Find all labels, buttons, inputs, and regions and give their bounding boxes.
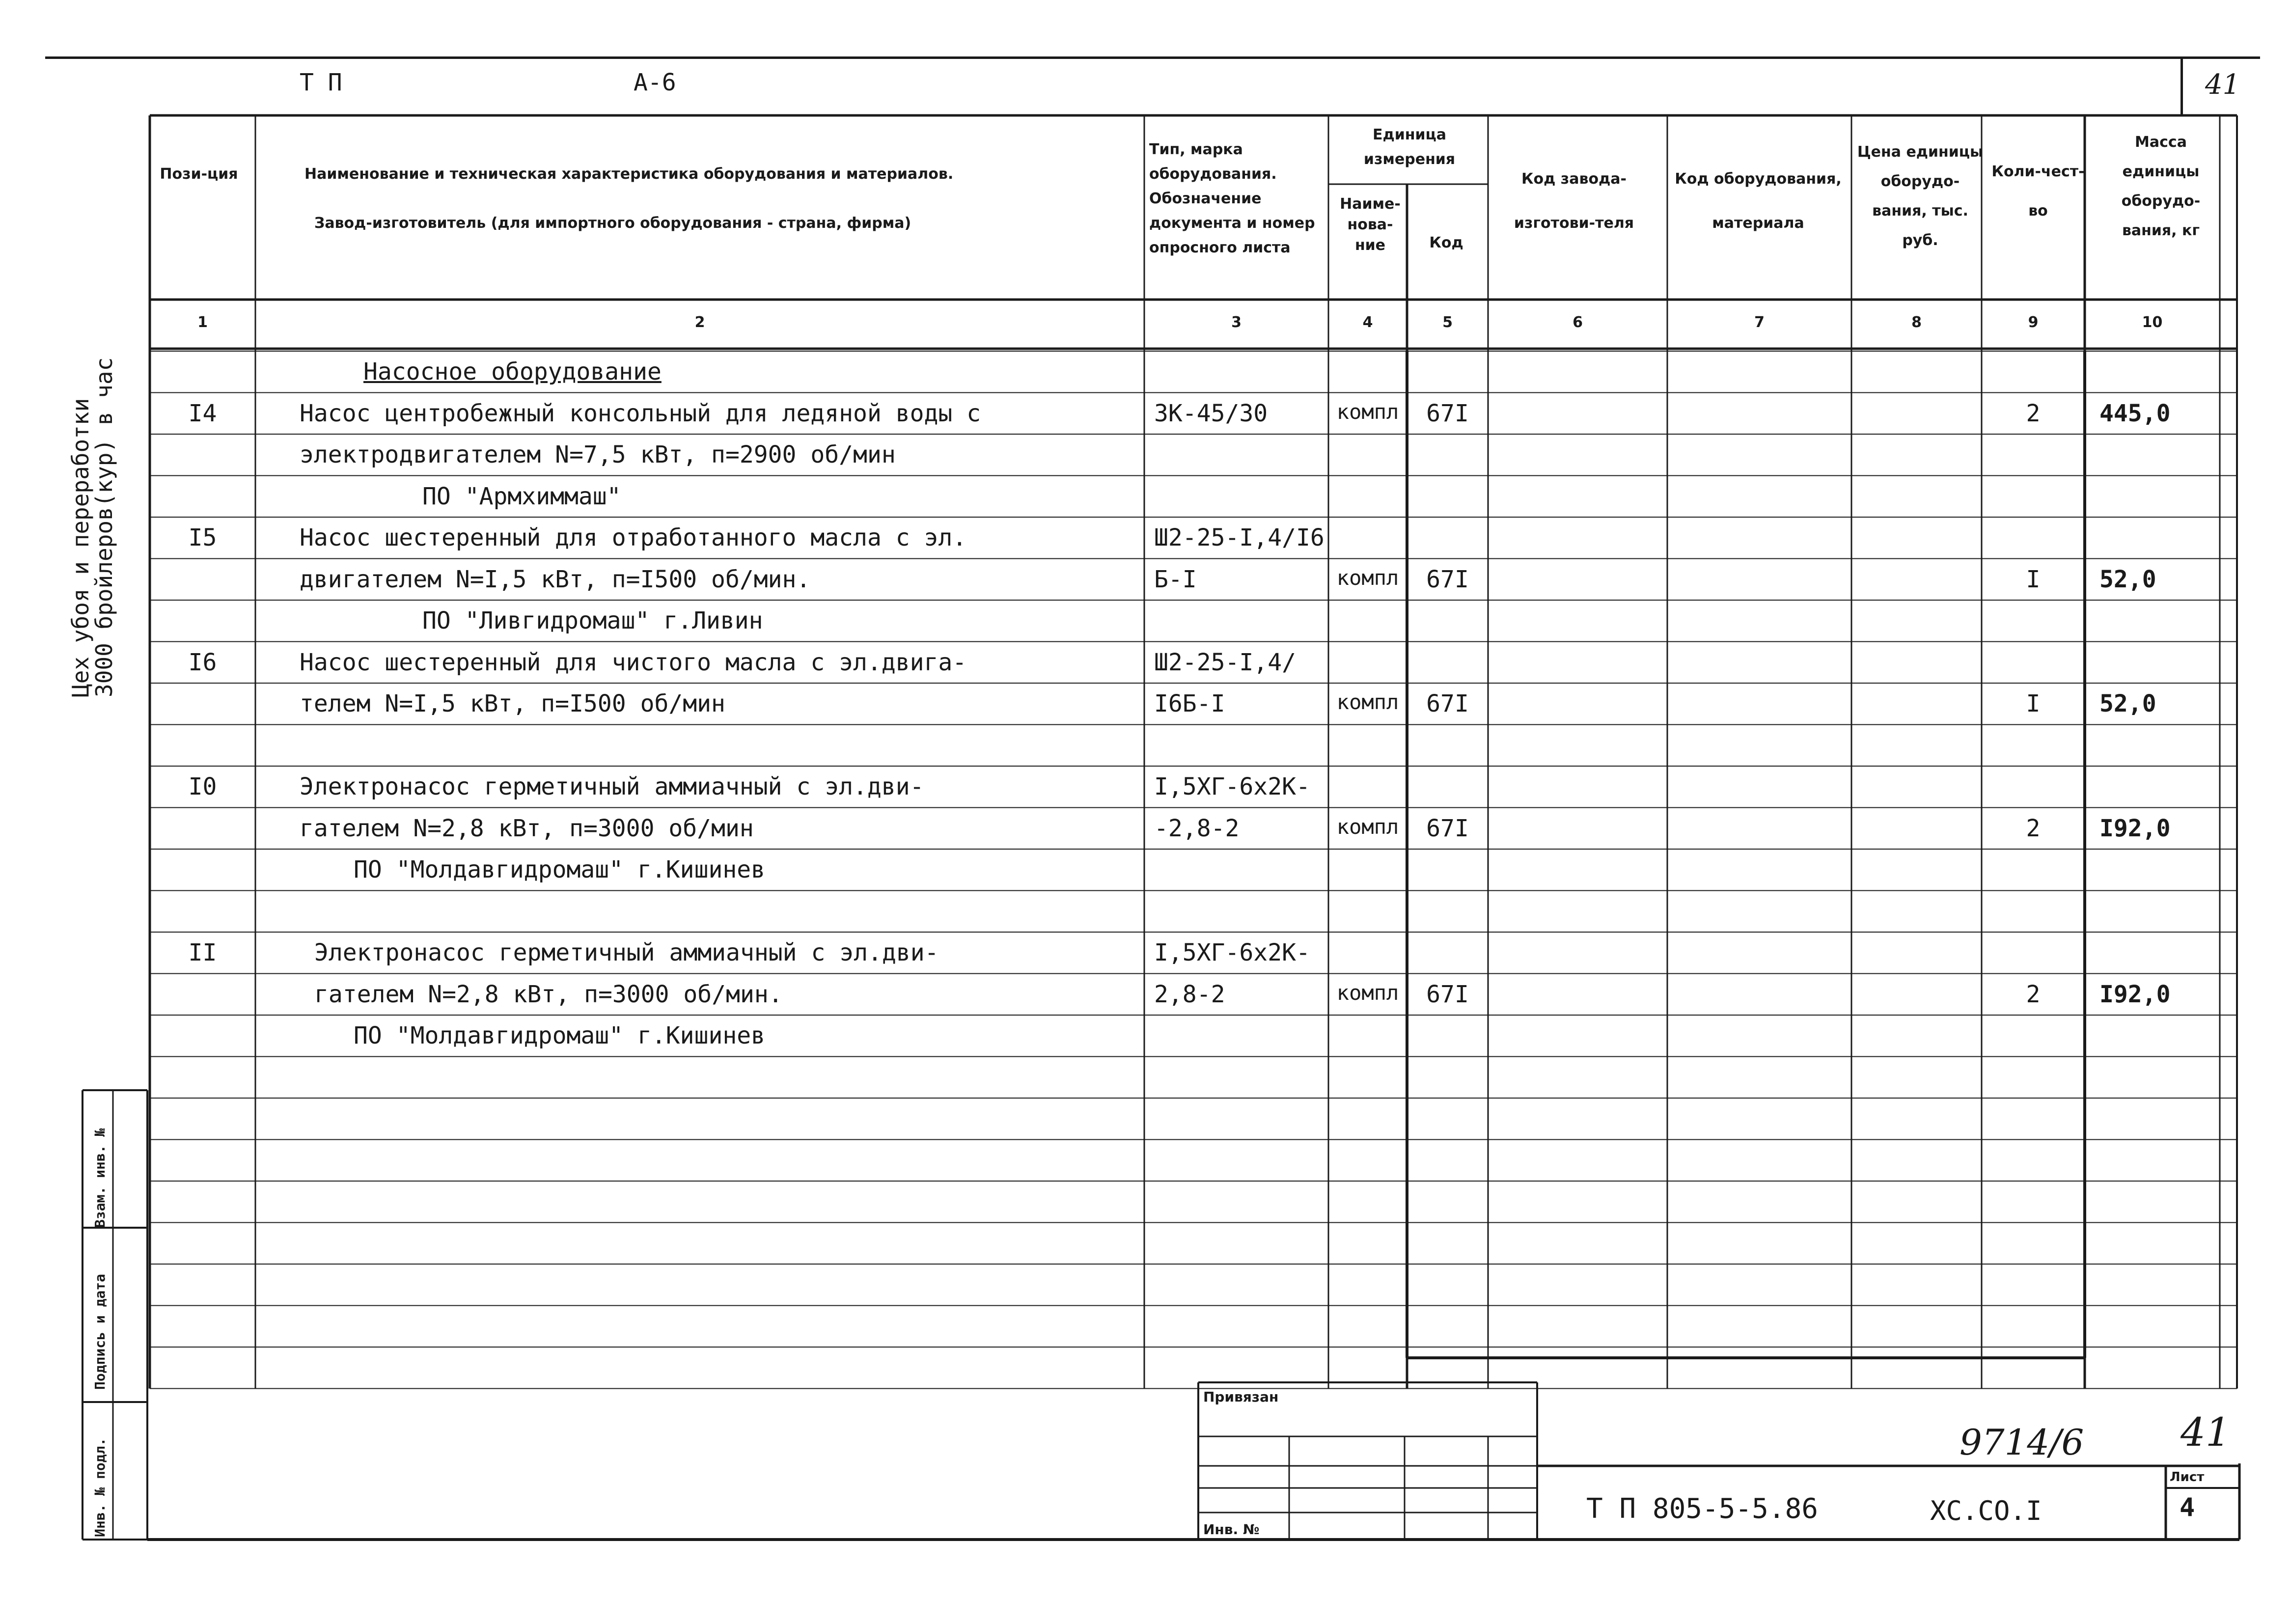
cell-name: ПО "Молдавгидромаш" г.Кишинев bbox=[354, 1022, 766, 1049]
table-row bbox=[0, 1347, 2291, 1389]
header-unit-group: Единица измерения bbox=[1363, 126, 1456, 168]
cell-name: гателем N=2,8 кВт, п=3000 об/мин. bbox=[314, 980, 783, 1008]
column-number: 1 bbox=[197, 314, 208, 331]
table-row bbox=[0, 725, 2291, 767]
cell-mass: 52,0 bbox=[2099, 565, 2156, 593]
column-number: 2 bbox=[694, 314, 705, 331]
strip-inv-original: Инв. № подл. bbox=[92, 1437, 108, 1537]
column-number: 10 bbox=[2142, 314, 2163, 331]
strip-sign-date: Подпись и дата bbox=[92, 1273, 108, 1390]
stamp-tied-label: Привязан bbox=[1203, 1389, 1279, 1405]
cell-type: -2,8-2 bbox=[1154, 814, 1240, 842]
cell-mass: I92,0 bbox=[2099, 980, 2171, 1008]
cell-mass: I92,0 bbox=[2099, 814, 2171, 842]
cell-type: Б-I bbox=[1154, 565, 1197, 593]
cell-type: Ш2-25-I,4/I6 bbox=[1154, 524, 1325, 551]
cell-name: ПО "Ливгидромаш" г.Ливин bbox=[422, 607, 763, 634]
cell-name: Насос шестеренный для отработанного масла с эл. bbox=[300, 524, 967, 551]
cell-type: Ш2-25-I,4/ bbox=[1154, 648, 1296, 676]
header-unit-code: Код bbox=[1429, 234, 1463, 251]
header-unit-name: Наиме-нова-ние bbox=[1340, 195, 1401, 254]
sheet-series-label: Т П bbox=[300, 69, 342, 96]
table-row bbox=[0, 1098, 2291, 1140]
table-row bbox=[0, 932, 2291, 974]
cell-code: 67I bbox=[1426, 814, 1469, 842]
cell-unit: компл bbox=[1336, 690, 1399, 714]
table-row bbox=[0, 1057, 2291, 1099]
cell-type: I,5ХГ-6х2К- bbox=[1154, 939, 1310, 966]
table-row bbox=[0, 600, 2291, 642]
stamp-sheet-number: 4 bbox=[2180, 1493, 2195, 1522]
cell-position: I4 bbox=[188, 399, 217, 427]
header-factory-code: Код завода-изготови-теля bbox=[1514, 170, 1634, 232]
cell-unit: компл bbox=[1336, 399, 1399, 424]
table-row bbox=[0, 434, 2291, 476]
header-mass: Масса единицы оборудо-вания, кг bbox=[2121, 134, 2201, 239]
table-row bbox=[0, 849, 2291, 891]
cell-code: 67I bbox=[1426, 399, 1469, 427]
column-number: 6 bbox=[1573, 314, 1583, 331]
header-name-line2: Завод-изготовитель (для импортного оборудования - страна, фирма) bbox=[314, 215, 911, 232]
cell-position: I5 bbox=[188, 524, 217, 551]
table-row bbox=[0, 1015, 2291, 1057]
cell-type: 2,8-2 bbox=[1154, 980, 1225, 1008]
cell-name: Насосное оборудование bbox=[363, 358, 662, 385]
header-unit-price: Цена единицы оборудо-вания, тыс. руб. bbox=[1857, 143, 1984, 249]
table-row bbox=[0, 476, 2291, 518]
table-row bbox=[0, 642, 2291, 684]
cell-code: 67I bbox=[1426, 690, 1469, 717]
table-row bbox=[0, 1264, 2291, 1306]
cell-mass: 52,0 bbox=[2099, 690, 2156, 717]
strip-inv-replace: Взам. инв. № bbox=[92, 1128, 108, 1228]
column-number: 5 bbox=[1442, 314, 1453, 331]
stamp-document-mark: ХС.СО.I bbox=[1930, 1495, 2042, 1526]
column-number: 7 bbox=[1754, 314, 1765, 331]
cell-quantity: 2 bbox=[2026, 399, 2041, 427]
side-title-line1: Цех убоя и переработки bbox=[67, 398, 94, 697]
stamp-document-code: Т П 805-5-5.86 bbox=[1586, 1493, 1819, 1525]
cell-mass: 445,0 bbox=[2099, 399, 2171, 427]
cell-unit: компл bbox=[1336, 565, 1399, 590]
header-name-line1: Наименование и техническая характеристика оборудования и материалов. bbox=[304, 165, 954, 183]
table-row bbox=[0, 1140, 2291, 1182]
column-number: 9 bbox=[2028, 314, 2039, 331]
column-number: 8 bbox=[1911, 314, 1922, 331]
sheet-corner-number: 41 bbox=[2205, 69, 2240, 101]
cell-unit: компл bbox=[1336, 814, 1399, 839]
cell-quantity: 2 bbox=[2026, 980, 2041, 1008]
table-row bbox=[0, 559, 2291, 601]
cell-name: электродвигателем N=7,5 кВт, п=2900 об/мин bbox=[300, 441, 896, 468]
cell-name: Электронасос герметичный аммиачный с эл.дви- bbox=[300, 773, 924, 800]
side-title-line2: 3000 бройлеров(кур) в час bbox=[91, 357, 117, 697]
cell-position: I0 bbox=[188, 773, 217, 800]
cell-name: Электронасос герметичный аммиачный с эл.дви- bbox=[314, 939, 939, 966]
table-row bbox=[0, 808, 2291, 850]
column-number: 3 bbox=[1231, 314, 1242, 331]
stamp-handwritten-number: 9714/6 bbox=[1960, 1422, 2084, 1463]
cell-quantity: I bbox=[2026, 690, 2041, 717]
header-position: Пози-ция bbox=[160, 165, 238, 183]
cell-name: гателем N=2,8 кВт, п=3000 об/мин bbox=[300, 814, 754, 842]
table-row bbox=[0, 974, 2291, 1016]
header-equipment-code: Код оборудования, материала bbox=[1675, 170, 1842, 232]
cell-name: двигателем N=I,5 кВт, п=I500 об/мин. bbox=[300, 565, 811, 593]
table-row bbox=[0, 517, 2291, 559]
column-number: 4 bbox=[1362, 314, 1373, 331]
table-row bbox=[0, 891, 2291, 933]
cell-name: ПО "Армхиммаш" bbox=[422, 482, 621, 510]
stamp-sheet-label: Лист bbox=[2170, 1470, 2205, 1485]
cell-quantity: I bbox=[2026, 565, 2041, 593]
cell-name: Насос шестеренный для чистого масла с эл.двига- bbox=[300, 648, 967, 676]
header-quantity: Коли-чест-во bbox=[1991, 163, 2085, 220]
header-type: Тип, марка оборудования. Обозначение документа и номер опросного листа bbox=[1149, 141, 1315, 256]
table-row bbox=[0, 393, 2291, 435]
table-row bbox=[0, 1223, 2291, 1265]
table-row bbox=[0, 766, 2291, 808]
cell-code: 67I bbox=[1426, 565, 1469, 593]
cell-name: телем N=I,5 кВт, п=I500 об/мин bbox=[300, 690, 725, 717]
cell-position: II bbox=[188, 939, 217, 966]
table-row bbox=[0, 1306, 2291, 1348]
cell-name: Насос центробежный консольный для ледяной воды с bbox=[300, 399, 981, 427]
cell-type: 3К-45/30 bbox=[1154, 399, 1268, 427]
cell-quantity: 2 bbox=[2026, 814, 2041, 842]
table-row bbox=[0, 1181, 2291, 1223]
cell-type: I6Б-I bbox=[1154, 690, 1225, 717]
cell-type: I,5ХГ-6х2К- bbox=[1154, 773, 1310, 800]
stamp-handwritten-sheet: 41 bbox=[2181, 1409, 2231, 1455]
sheet-album-label: А-6 bbox=[634, 69, 676, 96]
cell-code: 67I bbox=[1426, 980, 1469, 1008]
cell-unit: компл bbox=[1336, 980, 1399, 1005]
table-row bbox=[0, 351, 2291, 393]
stamp-inv-label: Инв. № bbox=[1203, 1521, 1260, 1538]
table-row bbox=[0, 683, 2291, 725]
cell-name: ПО "Молдавгидромаш" г.Кишинев bbox=[354, 856, 766, 883]
cell-position: I6 bbox=[188, 648, 217, 676]
